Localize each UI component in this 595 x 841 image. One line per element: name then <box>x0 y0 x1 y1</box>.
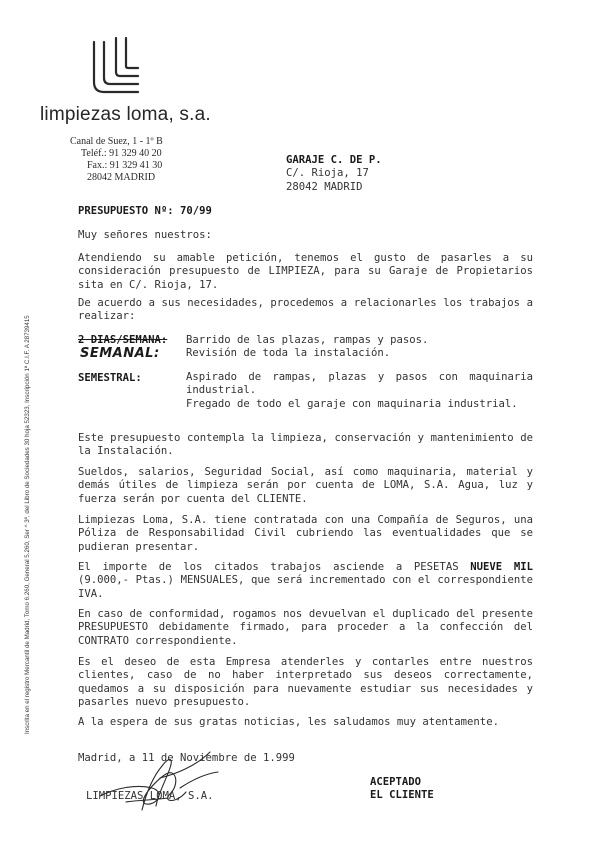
frequency-label-weekly-handwritten: SEMANAL: <box>80 346 160 361</box>
client-label: EL CLIENTE <box>370 789 434 802</box>
recipient-street: C/. Rioja, 17 <box>286 167 369 180</box>
budget-title: PRESUPUESTO Nº: 70/99 <box>78 205 212 217</box>
accepted-label: ACEPTADO <box>370 776 422 788</box>
paragraph-closing: A la espera de sus gratas noticias, les saludamos muy atentamente. <box>78 716 499 728</box>
recipient-city: 28042 MADRID <box>286 180 363 193</box>
paragraph-costs: Sueldos, salarios, Seguridad Social, así como maquinaria, material y demás útiles de limpieza serán por cuenta de LOMA, S.A. Agua, luz y fuerza serán por cuenta del CLIENTE. <box>78 466 533 505</box>
price-text-post: (9.000,- Ptas.) MENSUALES, que será incrementado con el correspondiente IVA. <box>78 574 533 600</box>
company-phone: Teléf.: 91 329 40 20 <box>81 148 162 159</box>
frequency-label-semiannual: SEMESTRAL: <box>78 372 142 384</box>
handwritten-signature <box>96 744 226 816</box>
paragraph-needs: De acuerdo a sus necesidades, procedemos a relacionarles los trabajos a realizar: <box>78 297 533 323</box>
company-street: Canal de Suez, 1 - 1º B <box>70 136 163 147</box>
paragraph-conformity: En caso de conformidad, rogamos nos devuelvan el duplicado del presente PRESUPUESTO debidamente firmado, para proceder a la confección del CONTRATO correspondiente. <box>78 608 533 647</box>
frequency-text-semiannual-2: Fregado de todo el garaje con maquinaria industrial. <box>186 398 518 410</box>
company-city: 28042 MADRID <box>87 172 156 183</box>
company-logo <box>88 36 144 98</box>
paragraph-scope: Este presupuesto contempla la limpieza, conservación y mantenimiento de la Instalación. <box>78 432 533 458</box>
frequency-text-semiannual-1: Aspirado de rampas, plazas y pasos con maquinaria industrial. <box>186 371 533 397</box>
frequency-text-weekly: Revisión de toda la instalación. <box>186 347 391 359</box>
signatory-company: LIMPIEZAS LOMA, S.A. <box>86 790 214 802</box>
company-name: limpiezas loma, s.a. <box>40 104 211 125</box>
recipient-name: GARAJE C. DE P. <box>286 154 382 166</box>
paragraph-wish: Es el deseo de esta Empresa atenderles y contarles entre nuestros clientes, caso de no haber interpretado sus deseos correctamente, quedamos a su disposición para nuevamente estudiar sus necesidades y pasarles nuevo presupuesto. <box>78 656 533 709</box>
company-fax: Fax.: 91 329 41 30 <box>87 160 163 171</box>
paragraph-request: Atendiendo su amable petición, tenemos el gusto de pasarles a su consideración presupuesto de LIMPIEZA, para su Garaje de Propietarios sita en C/. Rioja, 17. <box>78 252 533 291</box>
greeting: Muy señores nuestros: <box>78 229 212 241</box>
accepted-block <box>370 776 434 803</box>
frequency-text-twice-weekly: Barrido de las plazas, rampas y pasos. <box>186 334 429 346</box>
paragraph-insurance: Limpiezas Loma, S.A. tiene contratada con una Compañía de Seguros, una Póliza de Responsabilidad Civil cubriendo las eventualidades que se pudieran presentar. <box>78 514 533 553</box>
price-text-pre: El importe de los citados trabajos asciende a PESETAS <box>78 561 471 573</box>
company-address <box>70 136 163 184</box>
registry-side-text: Inscrita en el registro Mercantil de Madrid, Tomo 6.260, General 5.260, Ser ^ 3ª, del Libro de Sociedades 30 hoja 52323, Inscripción 1ª C.I.F. A 28739415 <box>24 315 31 734</box>
price-amount-words: NUEVE MIL <box>470 561 533 573</box>
frequency-label-twice-weekly: 2 DIAS/SEMANA: <box>78 334 168 346</box>
letter-date: Madrid, a 11 de Noviembre de 1.999 <box>78 752 295 764</box>
recipient-block <box>286 154 382 194</box>
paragraph-price <box>78 561 533 601</box>
